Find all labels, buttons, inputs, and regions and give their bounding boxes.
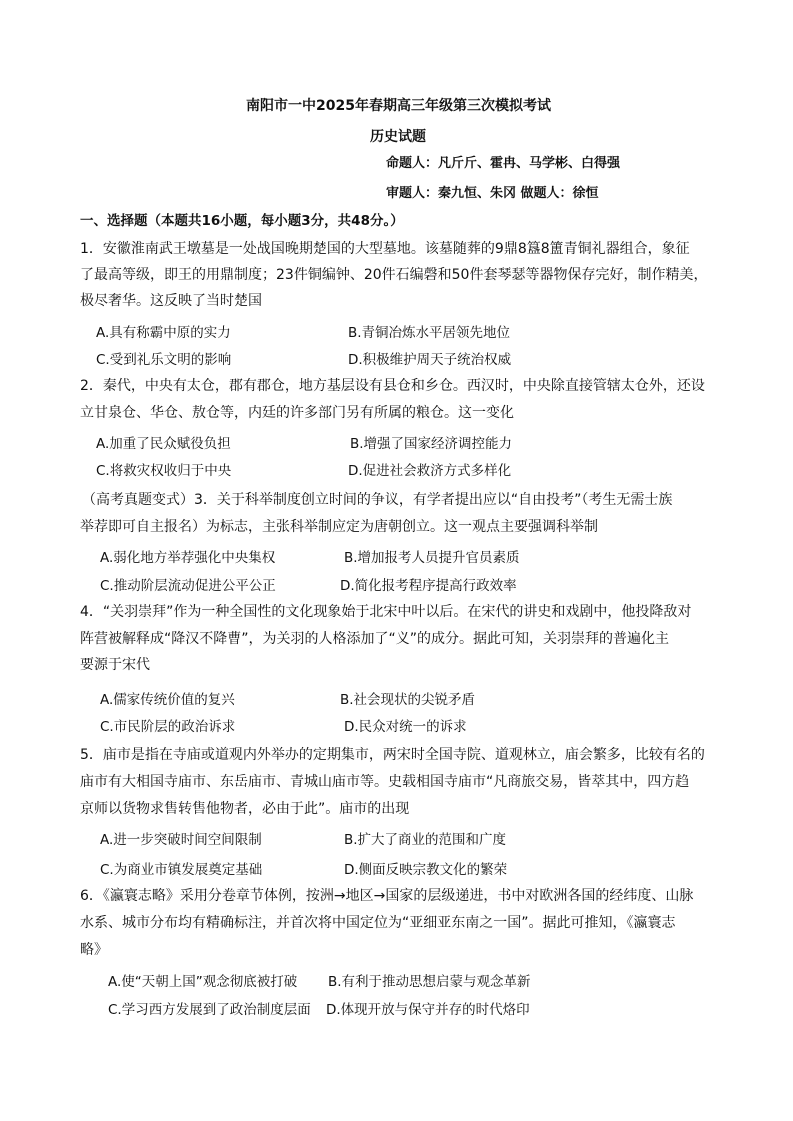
question-text-line: 4．“关羽崇拜”作为一种全国性的文化现象始于北宋中叶以后。在宋代的讲史和戏剧中，他投降敌对 bbox=[80, 604, 692, 620]
option-b: B.有利于推动思想启蒙与观念革新 bbox=[328, 974, 531, 990]
option-a: A.儒家传统价值的复兴 bbox=[100, 692, 235, 708]
question-text-line: （高考真题变式）3．关于科举制度创立时间的争议，有学者提出应以“自由投考”（考生无需士族 bbox=[82, 492, 673, 508]
option-a: A.进一步突破时间空间限制 bbox=[100, 832, 262, 848]
question-text-line: 略》 bbox=[80, 942, 108, 958]
question-text-line: 6．《瀛寰志略》采用分卷章节体例，按洲→地区→国家的层级递进，书中对欧洲各国的经纬度、山脉 bbox=[80, 888, 694, 904]
option-a: A.使“天朝上国”观念彻底被打破 bbox=[108, 974, 298, 990]
question-text-line: 1．安徽淮南武王墩墓是一处战国晚期楚国的大型墓地。该墓随葬的9鼎8簋8簠青铜礼器组合，象征 bbox=[80, 241, 690, 257]
option-b: B.青铜冶炼水平居领先地位 bbox=[348, 325, 511, 341]
option-c: C.将救灾权收归于中央 bbox=[96, 463, 232, 479]
option-d: D.侧面反映宗教文化的繁荣 bbox=[344, 862, 508, 878]
subject-title: 历史试题 bbox=[370, 129, 426, 145]
question-text-line: 庙市有大相国寺庙市、东岳庙市、青城山庙市等。史载相国寺庙市“凡商旅交易，皆萃其中，四方趋 bbox=[80, 774, 690, 790]
question-text-line: 5．庙市是指在寺庙或道观内外举办的定期集市，两宋时全国寺院、道观林立，庙会繁多，比较有名的 bbox=[80, 747, 705, 763]
option-b: B.增加报考人员提升官员素质 bbox=[344, 550, 520, 566]
option-d: D.简化报考程序提高行政效率 bbox=[340, 578, 517, 594]
option-a: A.具有称霸中原的实力 bbox=[96, 325, 231, 341]
section-heading: 一、选择题（本题共16小题，每小题3分，共48分。） bbox=[80, 213, 404, 229]
option-c: C.推动阶层流动促进公平公正 bbox=[100, 578, 276, 594]
option-c: C.为商业市镇发展奠定基础 bbox=[100, 862, 263, 878]
question-text-line: 要源于宋代 bbox=[80, 657, 150, 673]
reviewers-line: 审题人：秦九恒、朱冈 做题人：徐恒 bbox=[386, 186, 599, 201]
question-text-line: 2．秦代，中央有太仓，郡有郡仓，地方基层设有县仓和乡仓。西汉时，中央除直接管辖太仓外，还设 bbox=[80, 378, 705, 394]
option-d: D.促进社会救济方式多样化 bbox=[348, 463, 512, 479]
option-c: C.受到礼乐文明的影响 bbox=[96, 352, 232, 368]
question-text-line: 举荐即可自主报名）为标志，主张科举制应定为唐朝创立。这一观点主要强调科举制 bbox=[80, 519, 598, 535]
option-b: B.增强了国家经济调控能力 bbox=[350, 436, 513, 452]
question-text-line: 京师以货物求售转售他物者，必由于此”。庙市的出现 bbox=[80, 801, 410, 817]
option-b: B.扩大了商业的范围和广度 bbox=[344, 832, 507, 848]
question-text-line: 立甘泉仓、华仓、敖仓等，内廷的许多部门另有所属的粮仓。这一变化 bbox=[80, 405, 514, 421]
option-c: C.市民阶层的政治诉求 bbox=[100, 719, 236, 735]
option-d: D.民众对统一的诉求 bbox=[344, 719, 467, 735]
question-text-line: 极尽奢华。这反映了当时楚国 bbox=[80, 293, 262, 309]
question-text-line: 阵营被解释成“降汉不降曹”，为关羽的人格添加了“义”的成分。据此可知，关羽崇拜的普遍化主 bbox=[80, 631, 670, 647]
option-a: A.加重了民众赋役负担 bbox=[96, 436, 231, 452]
option-b: B.社会现状的尖锐矛盾 bbox=[340, 692, 476, 708]
option-a: A.弱化地方举荐强化中央集权 bbox=[100, 550, 276, 566]
option-d: D.体现开放与保守并存的时代烙印 bbox=[326, 1002, 530, 1018]
question-text-line: 了最高等级，即王的用鼎制度；23件铜编钟、20件石编磬和50件套琴瑟等器物保存完好，制作精美， bbox=[80, 267, 708, 283]
option-d: D.积极维护周天子统治权威 bbox=[348, 352, 512, 368]
option-c: C.学习西方发展到了政治制度层面 bbox=[108, 1002, 311, 1018]
authors-line: 命题人：凡斤斤、霍冉、马学彬、白得强 bbox=[386, 156, 621, 171]
exam-title: 南阳市一中2025年春期高三年级第三次模拟考试 bbox=[246, 98, 551, 114]
question-text-line: 水系、城市分布均有精确标注，并首次将中国定位为“亚细亚东南之一国”。据此可推知，《瀛寰志 bbox=[80, 915, 676, 931]
